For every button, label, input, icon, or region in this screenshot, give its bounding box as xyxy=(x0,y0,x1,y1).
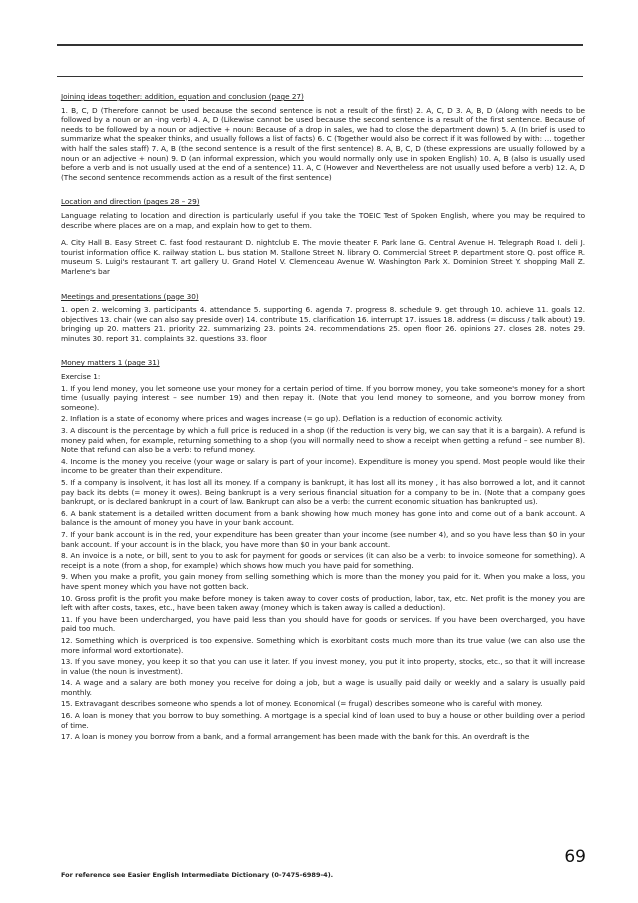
footer-reference: For reference see Easier English Intermediate Dictionary (0-7475-6989-4). xyxy=(61,871,334,879)
section xyxy=(61,358,585,741)
answer-paragraph: 17. A loan is money you borrow from a bank, and a formal arrangement has been made with the bank for this. An overdraft is the xyxy=(61,732,530,742)
answer-paragraph: 5. If a company is insolvent, it has lost all its money. If a company is bankrupt, it has lost all its money , it has also borrowed a lot, and it cannot pay back its debts (= money it owes). Being bankrupt is a very serious financial situation for a company to be in. (Note that a company goes bankrupt, or is declared bankrupt in a court of law. Bankrupt can also be a verb: the current economic situation has bankrupted us). xyxy=(61,478,585,507)
answer-paragraph: 2. Inflation is a state of economy where prices and wages increase (= go up). Deflation is a reduction of economic activity. xyxy=(61,414,503,424)
answer-paragraph: 16. A loan is money that you borrow to buy something. A mortgage is a special kind of loan used to buy a house or other building over a period of time. xyxy=(61,711,585,730)
header-rule xyxy=(57,76,583,77)
section xyxy=(61,292,585,344)
answer-paragraph: 15. Extravagant describes someone who spends a lot of money. Economical (= frugal) describes someone who is careful with money. xyxy=(61,699,543,709)
section-heading: Meetings and presentations (page 30) xyxy=(61,291,199,301)
section-heading: Joining ideas together: addition, equation and conclusion (page 27) xyxy=(61,92,304,101)
page-number: 69 xyxy=(564,847,586,867)
section xyxy=(61,92,585,182)
answer-paragraph: 13. If you save money, you keep it so that you can use it later. If you invest money, you put it into property, stocks, etc., so that it will increase in value (the noun is investment). xyxy=(61,657,585,676)
answer-paragraph: 3. A discount is the percentage by which a full price is reduced in a shop (if the reduction is very big, we can say that it is a bargain). A refund is money paid when, for example, returning something to a shop (you will normally need to show a receipt when getting a refund – see number 8). Note that refund can also be a verb: to refund money. xyxy=(61,426,585,455)
answer-paragraph: 8. An invoice is a note, or bill, sent to you to ask for payment for goods or services (it can also be a verb: to invoice someone for something). A receipt is a note (from a shop, for example) which shows how much you have paid for something. xyxy=(61,551,585,570)
answer-paragraph: A. City Hall B. Easy Street C. fast food restaurant D. nightclub E. The movie theater F. Park lane G. Central Avenue H. Telegraph Road I. deli J. tourist information office K. railway station L. bus station M. Stallone Street N. library O. Commercial Street P. department store Q. post office R. museum S. Luigi's restaurant T. art gallery U. Grand Hotel V. Clemenceau Avenue W. Washington Park X. Dominion Street Y. shopping Mall Z. Marlene's bar xyxy=(61,238,585,276)
answer-paragraph: 12. Something which is overpriced is too expensive. Something which is exorbitant costs much more than its true value (we can also use the more informal word extortionate). xyxy=(61,635,585,655)
top-rule xyxy=(57,44,583,46)
answer-paragraph: 6. A bank statement is a detailed written document from a bank showing how much money has gone into and come out of a bank account. A balance is the amount of money you have in your bank account. xyxy=(61,508,585,528)
section xyxy=(61,197,585,276)
section-heading: Money matters 1 (page 31) xyxy=(61,358,160,368)
answer-paragraph: 1. open 2. welcoming 3. participants 4. attendance 5. supporting 6. agenda 7. progress 8. schedule 9. get through 10. achieve 11. goals 12. objectives 13. chair (we can also say preside over) 14. contribute 15. clarification 16. interrupt 17. issues 18. address (= discuss / talk about) 19. bringing up 20. matters 21. priority 22. summarizing 23. points 24. recommendations 25. open floor 26. opinions 27. closes 28. notes 29. minutes 30. report 31. complaints 32. questions 33. floor xyxy=(61,305,585,343)
answer-paragraph: 10. Gross profit is the profit you make before money is taken away to cover costs of production, labor, tax, etc. Net profit is the money you are left with after costs, taxes, etc., have been taken away (money which is taken away is called a deduction). xyxy=(61,593,585,613)
answer-paragraph: 11. If you have been undercharged, you have paid less than you should have for goods or services. If you have been overcharged, you have paid too much. xyxy=(61,614,585,634)
answer-paragraph: Exercise 1: xyxy=(61,372,101,382)
answer-paragraph: 14. A wage and a salary are both money you receive for doing a job, but a wage is usually paid daily or weekly and a salary is usually paid monthly. xyxy=(61,678,585,697)
answer-paragraph: 1. B, C, D (Therefore cannot be used because the second sentence is not a result of the first) 2. A, C, D 3. A, B, D (Along with needs to be followed by a noun or an -ing verb) 4. A, D (Likewise cannot be used because the second sentence is a result of the first sentence. Because of needs to be followed by a noun or adjective + noun: Because of a drop in sales, we had to close the department down) 5. A (In brief is used to summarize what the speaker thinks, and usually follows a list of facts) 6. C (Together would also be correct if it was followed by with: … together with half the sales staff) 7. A, B (the second sentence is a result of the first sentence) 8. A, B, C, D (these expressions are usually followed by a noun or an adjective + noun) 9. D (an informal expression, which you would normally only use in spoken English) 10. A, B (also is usually used before a verb and is not usually used at the end of a sentence) 11. A, C (However and Nevertheless are not usually used before a verb) 12. A, D (The second sentence recommends action as a result of the first sentence) xyxy=(61,105,585,182)
answer-paragraph: 1. If you lend money, you let someone use your money for a certain period of time. If you borrow money, you take someone's money for a short time (usually paying interest – see number 19) and then repay it. (Note that you lend money to someone, and you borrow money from someone). xyxy=(61,383,585,412)
answer-paragraph: 4. Income is the money you receive (your wage or salary is part of your income). Expenditure is money you spend. Most people would like their income to be greater than their expenditure. xyxy=(61,456,585,476)
answer-key-content xyxy=(61,92,585,757)
answer-paragraph: 7. If your bank account is in the red, your expenditure has been greater than your income (see number 4), and so you have less than $0 in your bank account. If your account is in the black, you have more than $0 in your bank account. xyxy=(61,529,585,549)
answer-paragraph: 9. When you make a profit, you gain money from selling something which is more than the money you paid for it. When you make a loss, you have spent money which you have not gotten back. xyxy=(61,572,585,591)
section-heading: Location and direction (pages 28 – 29) xyxy=(61,197,200,207)
answer-paragraph: Language relating to location and direction is particularly useful if you take the TOEIC Test of Spoken English, where you may be required to describe where places are on a map, and explain how to get to them. xyxy=(61,210,585,230)
